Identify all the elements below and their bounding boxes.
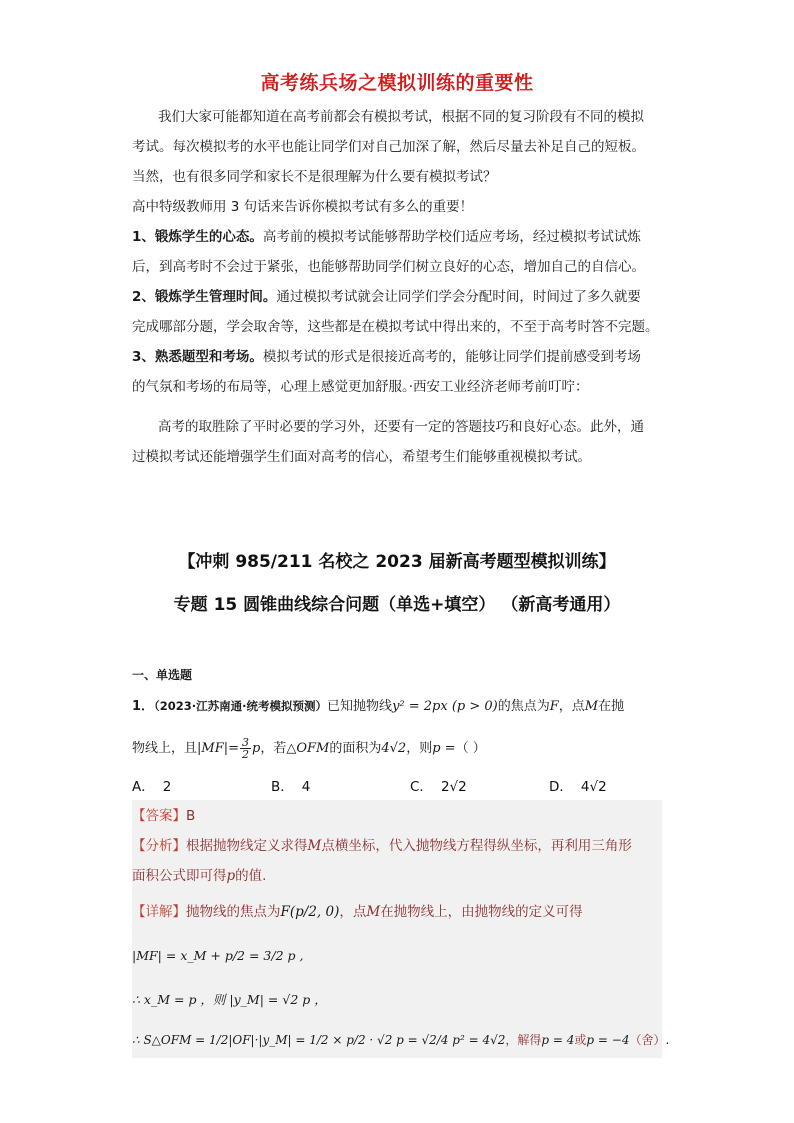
tip-1-line-2: 后，到高考时不会过于紧张，也能够帮助同学们树立良好的心态，增加自己的自信心。 (132, 259, 645, 275)
answer-blank: （ ） (455, 741, 486, 756)
question-text: ，则 (406, 741, 433, 756)
detail-text: 在抛物线上，由抛物线的定义可得 (380, 904, 583, 920)
answer-line (132, 806, 195, 826)
tip-3-text: 模拟考试的形式是很接近高考的，能够让同学们提前感受到考场 (262, 349, 641, 365)
option-label: C． (410, 779, 433, 795)
question-text: ，若 (260, 741, 287, 756)
solution-value: p = 4 (541, 1033, 575, 1047)
answer-tag: 【答案】 (132, 808, 186, 824)
point-symbol: M (366, 904, 381, 920)
p-symbol: p (226, 868, 236, 884)
analysis-text: 根据抛物线定义求得 (186, 838, 308, 854)
mf-expression: |MF|= (197, 741, 239, 756)
option-b[interactable] (271, 775, 310, 795)
tip-1-line-1 (132, 227, 641, 247)
period: . (665, 1033, 670, 1047)
analysis-text: 的值. (235, 868, 267, 884)
fraction-numerator: 3 (242, 736, 249, 749)
area-derivation: ∴ S△OFM = 1/2|OF|·|y_M| = 1/2 × p/2 · √2 p = √2/4 p² = 4√2 (132, 1033, 506, 1047)
focus-symbol: F (549, 699, 559, 714)
question-1-line-2 (132, 736, 486, 762)
question-source: （2023·江苏南通·统考模拟预测） (154, 699, 328, 713)
focus-coordinates: F(p/2, 0) (280, 904, 340, 920)
question-text: 在抛 (598, 699, 625, 714)
tip-3-heading: 3、熟悉题型和考场。 (132, 349, 263, 365)
equation-2: ∴ x_M = p ，则 |y_M| = √2 p ， (132, 992, 327, 1007)
question-1-line-1 (132, 696, 624, 717)
question-text: 的面积为 (329, 741, 382, 756)
section-heading-1: 【冲刺 985/211 名校之 2023 届新高考题型模拟训练】 (178, 552, 616, 572)
rejected-value: p = −4 (586, 1033, 630, 1047)
tip-2-text: 通过模拟考试就会让同学们学会分配时间，时间过了多久就要 (276, 289, 641, 305)
question-number: 1． (132, 699, 155, 714)
tip-2-line-1 (132, 287, 641, 307)
option-value: 4√2 (580, 779, 607, 795)
analysis-text: 面积公式即可得 (132, 868, 227, 884)
tip-2-heading: 2、锻炼学生管理时间。 (132, 289, 277, 305)
option-a[interactable] (132, 775, 171, 795)
tip-3-line-2: 的气氛和考场的布局等，心理上感觉更加舒服。·西安工业经济老师考前叮咛： (132, 379, 589, 395)
detail-text: 或 (574, 1033, 587, 1047)
question-text: 已知抛物线 (327, 699, 393, 714)
equation-3 (132, 1030, 669, 1050)
question-text: 物线上，且 (132, 741, 198, 756)
analysis-line-1 (132, 836, 632, 856)
detail-tag: 【详解】 (132, 904, 186, 920)
analysis-line-2 (132, 866, 266, 886)
intro-paragraph-1-line-2: 考试。每次模拟考的水平也能让同学们对自己加深了解，然后尽量去补足自己的短板。 (132, 139, 645, 155)
fraction-denominator: 2 (242, 748, 249, 761)
detail-text: 抛物线的焦点为 (186, 904, 281, 920)
part-label: 一、单选题 (132, 668, 193, 682)
answer-value: B (186, 808, 196, 824)
question-text: 的焦点为 (497, 699, 550, 714)
detail-text: ，解得 (505, 1033, 542, 1047)
area-value: 4√2 (381, 741, 407, 756)
intro-paragraph-2: 高中特级教师用 3 句话来告诉你模拟考试有多么的重要！ (132, 199, 474, 215)
option-value: 4 (301, 779, 311, 795)
section-heading-2: 专题 15 圆锥曲线综合问题（单选+填空） （新高考通用） (173, 595, 621, 615)
tip-3-line-1 (132, 347, 641, 367)
point-symbol: M (584, 699, 599, 714)
intro-paragraph-3-line-1: 高考的取胜除了平时必要的学习外，还要有一定的答题技巧和良好心态。此外，通 (158, 419, 644, 435)
option-d[interactable] (549, 775, 607, 795)
question-text: ，点 (558, 699, 585, 714)
analysis-text: 点横坐标，代入抛物线方程得纵坐标，再利用三角形 (321, 838, 632, 854)
option-label: B． (271, 779, 294, 795)
tip-1-text: 高考前的模拟考试能够帮助学校们适应考场，经过模拟考试试炼 (262, 229, 641, 245)
option-c[interactable] (410, 775, 467, 795)
detail-text: （舍） (629, 1033, 666, 1047)
intro-paragraph-1-line-3: 当然，也有很多同学和家长不是很理解为什么要有模拟考试？ (132, 169, 497, 185)
fraction (240, 737, 251, 760)
detail-text: ，点 (339, 904, 367, 920)
tip-2-line-2: 完成哪部分题，学会取舍等，这些都是在模拟考试中得出来的，不至于高考时答不完题。 (132, 319, 659, 335)
parabola-equation: y² = 2px (p > 0) (392, 699, 498, 714)
option-label: D． (549, 779, 573, 795)
option-label: A． (132, 779, 155, 795)
detail-line-1 (132, 902, 583, 922)
option-value: 2√2 (440, 779, 467, 795)
p-equals: p = (432, 741, 456, 756)
intro-paragraph-1-line-1: 我们大家可能都知道在高考前都会有模拟考试，根据不同的复习阶段有不同的模拟 (158, 109, 644, 125)
equation-1: |MF| = x_M + p/2 = 3/2 p , (132, 948, 304, 963)
p-symbol: p (252, 741, 261, 756)
intro-paragraph-3-line-2: 过模拟考试还能增强学生们面对高考的信心，希望考生们能够重视模拟考试。 (132, 449, 591, 465)
option-value: 2 (162, 779, 172, 795)
analysis-tag: 【分析】 (132, 838, 186, 854)
tip-1-heading: 1、锻炼学生的心态。 (132, 229, 263, 245)
triangle-ofm: △OFM (286, 741, 330, 756)
point-symbol: M (307, 838, 322, 854)
page-title: 高考练兵场之模拟训练的重要性 (260, 72, 534, 94)
